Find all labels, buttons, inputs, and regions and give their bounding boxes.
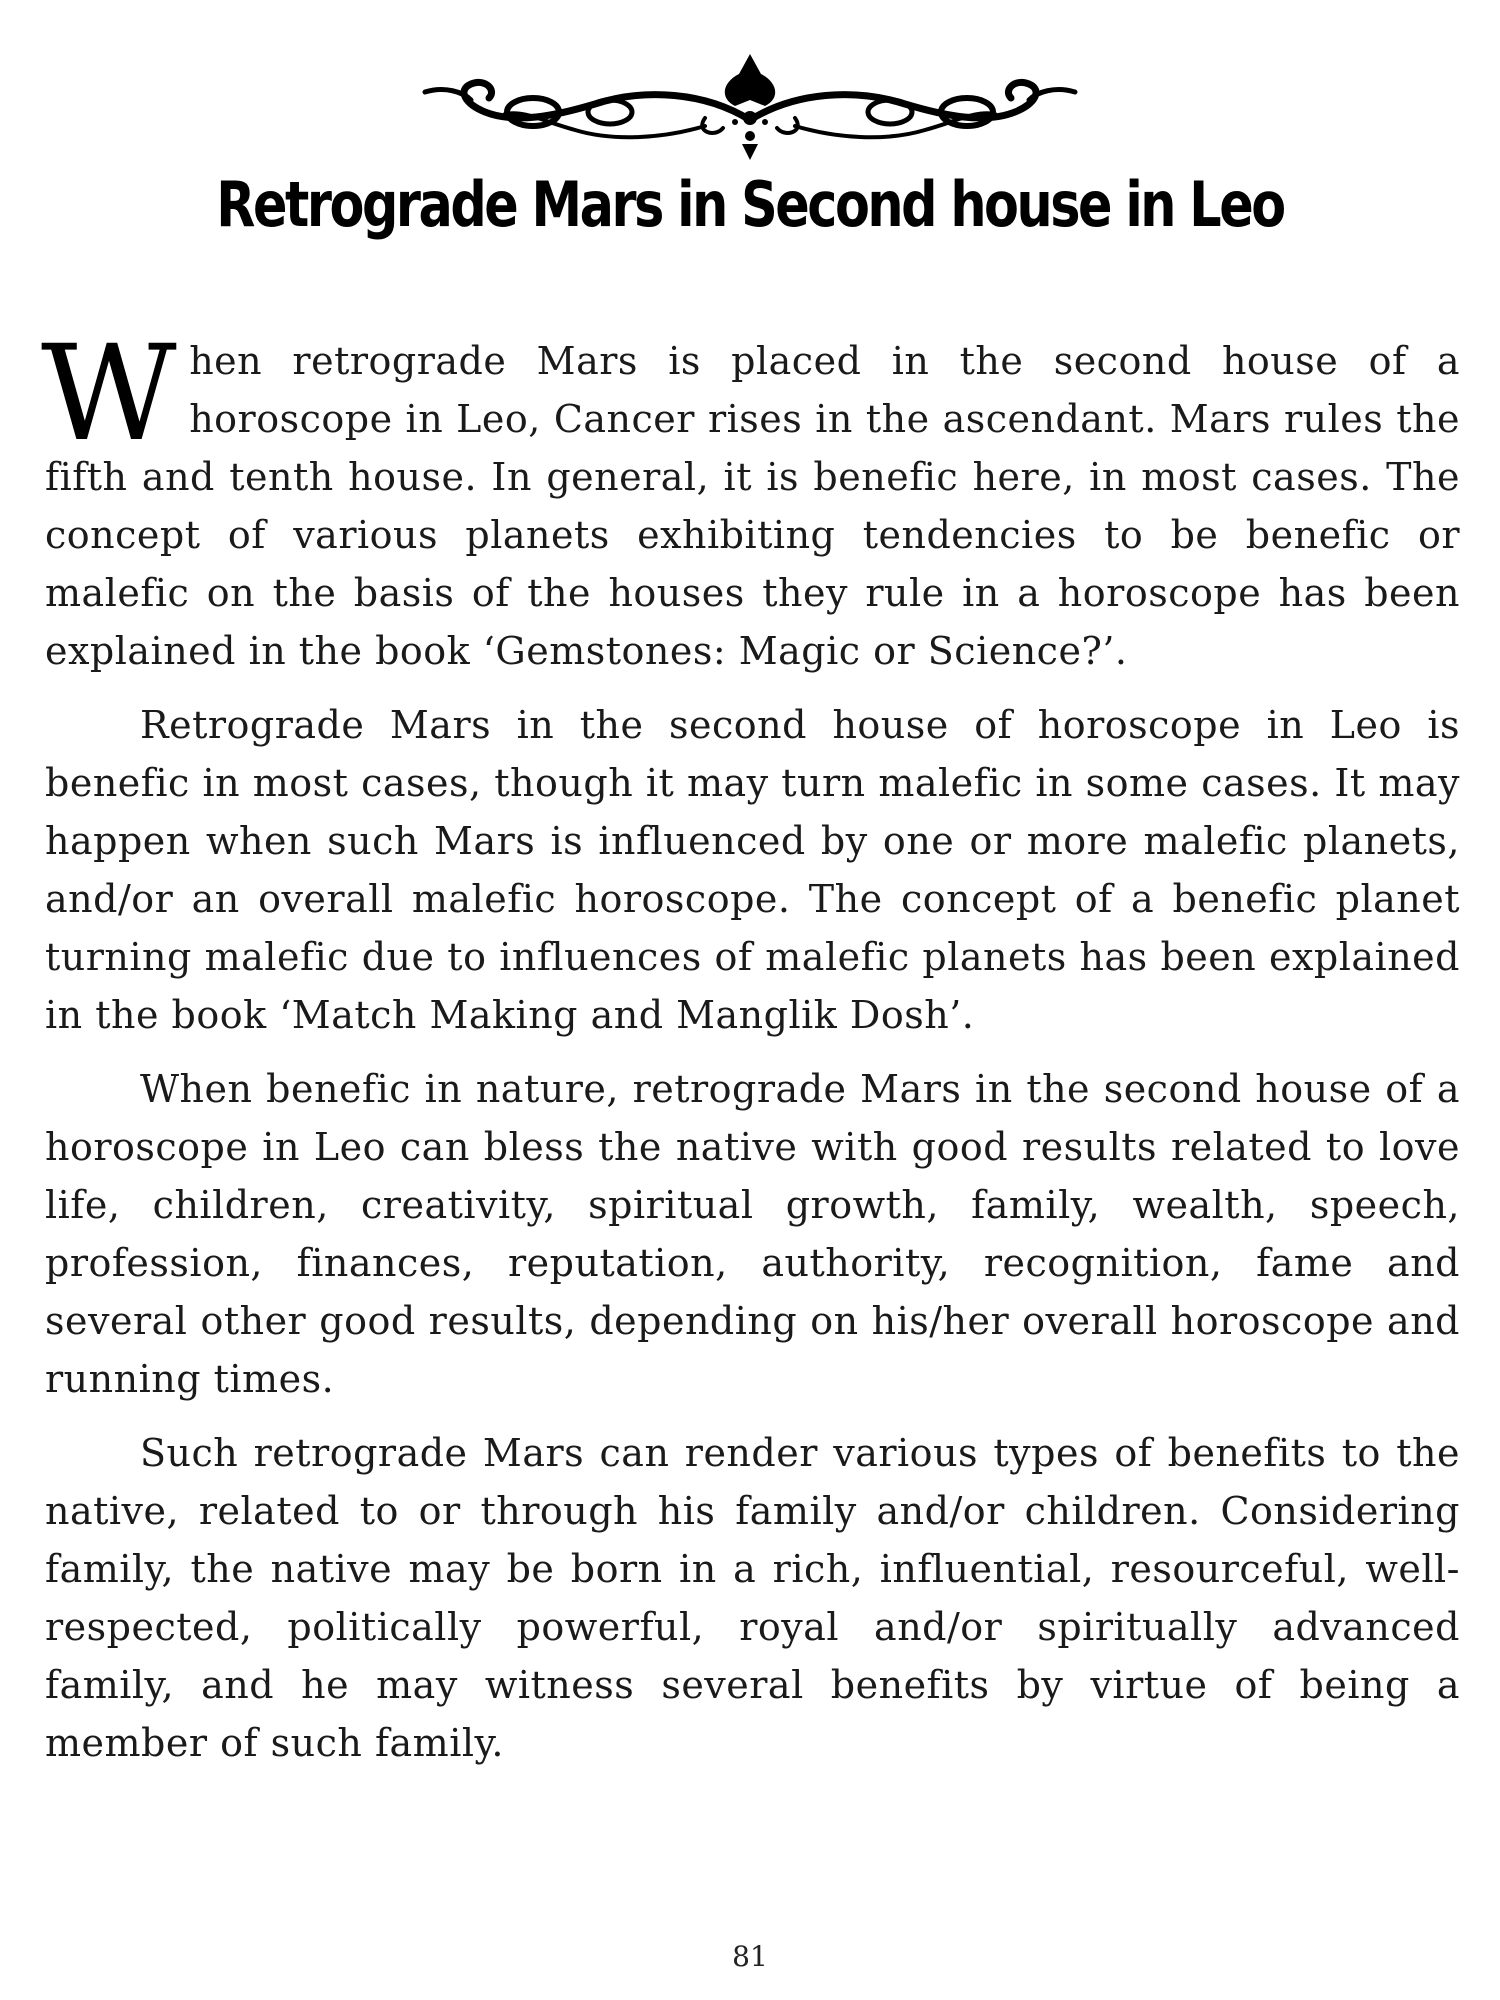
paragraph-2: Retrograde Mars in the second house of horoscope in Leo is benefic in most cases, though it may turn malefic in some cases. It may happen when such Mars is influenced by one or more malefic planets, and/or an overall malefic horoscope. The concept of a benefic planet turning malefic due to influences of malefic planets has been explained in the book ‘Match Making and Manglik Dosh’. [45,703,1460,1037]
body-text [41,317,1460,1788]
paragraph-1 [41,317,1460,680]
paragraph-4: Such retrograde Mars can render various types of benefits to the native, related to or through his family and/or children. Considering family, the native may be born in a rich, influential, resourceful, well-respected, politically powerful, royal and/or spiritually advanced family, and he may witness several benefits by virtue of being a member of such family. [45,1431,1460,1765]
paragraph-3: When benefic in nature, retrograde Mars in the second house of a horoscope in Leo can bless the native with good results related to love life, children, creativity, spiritual growth, family, wealth, speech, profession, finances, reputation, authority, recognition, fame and several other good results, depending on his/her overall horoscope and running times. [45,1067,1460,1401]
decorative-flourish-icon [405,52,1095,162]
page-number: 81 [732,1940,768,1973]
paragraph-1-text: hen retrograde Mars is placed in the second house of a horoscope in Leo, Cancer rises in the ascendant. Mars rules the fifth and tenth house. In general, it is benefic here, in most cases. The concept of various planets exhibiting tendencies to be benefic or malefic on the basis of the houses they rule in a horoscope has been explained in the book ‘Gemstones: Magic or Science?’. [45,339,1460,673]
drop-cap: W [41,317,178,471]
page-title: Retrograde Mars in Second house in Leo [216,168,1284,241]
